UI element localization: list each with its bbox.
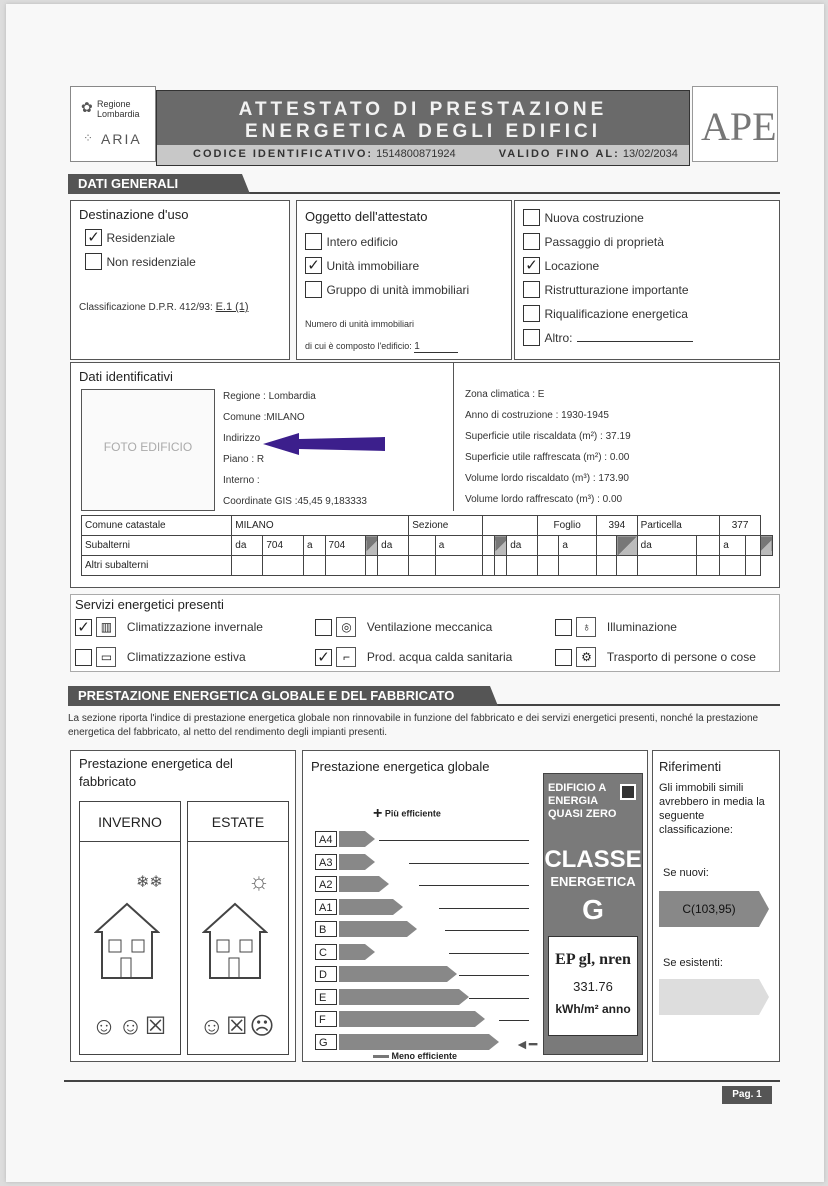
- sup-raff-text: Superficie utile raffrescata (m²) : 0.00: [465, 452, 630, 463]
- particella-value: 377: [720, 516, 761, 536]
- ep-value: 331.76: [573, 979, 613, 994]
- riferimenti-box: [652, 750, 780, 1062]
- vol-raff-text: Volume lordo raffrescato (m³) : 0.00: [465, 494, 623, 505]
- class-line-a4: [379, 840, 529, 841]
- altri-subalterni-label: Altri subalterni: [82, 556, 232, 576]
- servizi-title: Servizi energetici presenti: [75, 597, 224, 612]
- class-line-a3: [409, 863, 529, 864]
- oggetto-box: [296, 200, 512, 360]
- nzeb-label: EDIFICIO A ENERGIA QUASI ZERO: [548, 782, 617, 820]
- clim-est-checkbox[interactable]: [75, 649, 92, 666]
- comune-catastale-label: Comune catastale: [82, 516, 232, 536]
- se-esistenti-label: Se esistenti:: [663, 957, 723, 969]
- ventilazione-label: Ventilazione meccanica: [366, 620, 493, 635]
- class-arrow-d: [339, 966, 447, 982]
- sub2-a-label: a: [435, 536, 483, 556]
- class-label-f: F: [315, 1011, 337, 1027]
- class-label-e: E: [315, 989, 337, 1005]
- illuminazione-checkbox[interactable]: [555, 619, 572, 636]
- comune-text: Comune :MILANO: [223, 412, 305, 423]
- classificazione-value: E.1 (1): [215, 301, 249, 313]
- ristrutturazione-checkbox[interactable]: [523, 281, 540, 298]
- sub4-da-label: da: [637, 536, 697, 556]
- catasto-row-subalterni: [82, 536, 773, 556]
- class-arrow-b: [339, 921, 407, 937]
- estate-panel: [187, 801, 289, 1055]
- catasto-table: [81, 515, 773, 576]
- gis-text: Coordinate GIS :45,45 9,183333: [223, 496, 367, 507]
- residenziale-label: Residenziale: [106, 231, 176, 245]
- class-line-a2: [419, 885, 529, 886]
- title-banner: [156, 90, 690, 166]
- ristrutturazione-label: Ristrutturazione importante: [544, 283, 689, 297]
- classe-panel: [543, 773, 643, 1055]
- redaction-arrow: [263, 433, 385, 455]
- inverno-label: INVERNO: [80, 802, 180, 842]
- riqualificazione-checkbox[interactable]: [523, 305, 540, 322]
- class-label-a1: A1: [315, 899, 337, 915]
- class-arrow-a1: [339, 899, 393, 915]
- energetica-label: ENERGETICA: [550, 874, 636, 889]
- globale-box: [302, 750, 648, 1062]
- class-line-b: [445, 930, 529, 931]
- foglio-label: Foglio: [538, 516, 597, 536]
- sezione-label: Sezione: [409, 516, 483, 536]
- passaggio-proprieta-checkbox[interactable]: [523, 233, 540, 250]
- globale-title: Prestazione energetica globale: [311, 759, 490, 774]
- inverno-smiley-row: ☺☺☒: [91, 1013, 169, 1040]
- acqua-label: Prod. acqua calda sanitaria: [366, 650, 513, 665]
- valid-label: VALIDO FINO AL:: [498, 148, 620, 160]
- current-class-pointer: ◄━: [515, 1035, 538, 1052]
- interno-text: Interno :: [223, 475, 260, 486]
- unita-immobiliare-checkbox[interactable]: ✓: [305, 257, 322, 274]
- region-logo-text: Regione Lombardia: [97, 99, 140, 119]
- oggetto-title: Oggetto dell'attestato: [305, 209, 428, 224]
- locazione-label: Locazione: [544, 259, 600, 273]
- dati-identificativi-title: Dati identificativi: [79, 369, 173, 384]
- sezione-value: [483, 516, 538, 536]
- numero-unita-label: Numero di unità immobiliari: [305, 319, 415, 329]
- esistenti-arrow: [659, 979, 759, 1015]
- subalterni-label: Subalterni: [82, 536, 232, 556]
- riferimenti-text: Gli immobili simili avrebbero in media la seguente classificazione:: [659, 782, 765, 836]
- motivazione-box: [514, 200, 780, 360]
- section-prestazione: PRESTAZIONE ENERGETICA GLOBALE E DEL FABBRICATO: [68, 686, 490, 706]
- plus-icon: +: [373, 805, 383, 822]
- section-dati-generali: DATI GENERALI: [68, 174, 242, 194]
- page-number: Pag. 1: [722, 1086, 772, 1104]
- se-nuovi-label: Se nuovi:: [663, 867, 709, 879]
- gear-icon: ⚙: [576, 647, 596, 667]
- nuova-costruzione-label: Nuova costruzione: [544, 211, 644, 225]
- ep-box: [548, 936, 638, 1036]
- clim-inv-label: Climatizzazione invernale: [126, 620, 263, 635]
- anno-text: Anno di costruzione : 1930-1945: [465, 410, 609, 421]
- class-arrow-a4: [339, 831, 365, 847]
- dati-identificativi-box: [70, 362, 780, 588]
- estate-smiley-row: ☺☒☹: [199, 1013, 277, 1040]
- sub-a-label: a: [303, 536, 325, 556]
- non-residenziale-label: Non residenziale: [106, 255, 196, 269]
- sub-da-value: 704: [263, 536, 304, 556]
- sub-a-value: 704: [325, 536, 366, 556]
- passaggio-proprieta-label: Passaggio di proprietà: [544, 235, 664, 249]
- radiator-icon: ▥: [96, 617, 116, 637]
- comune-catastale-value: MILANO: [232, 516, 409, 536]
- code-strip: [157, 145, 689, 165]
- valid-value: 13/02/2034: [622, 148, 678, 160]
- sun-icon: ☼: [248, 868, 270, 895]
- ape-logo-text: APE: [701, 104, 777, 149]
- ape-logo: [692, 86, 778, 162]
- code-value: 1514800871924: [376, 148, 456, 160]
- acqua-checkbox[interactable]: ✓: [315, 649, 332, 666]
- sub3-da-label: da: [507, 536, 538, 556]
- lightbulb-icon: ♁: [576, 617, 596, 637]
- house-icon: [202, 900, 268, 980]
- classe-value: G: [582, 894, 604, 925]
- riqualificazione-label: Riqualificazione energetica: [544, 307, 688, 321]
- regione-text: Regione : Lombardia: [223, 391, 316, 402]
- estate-label: ESTATE: [188, 802, 288, 842]
- piu-efficiente: Più efficiente: [384, 808, 441, 819]
- class-line-f: [499, 1020, 529, 1021]
- code-label: CODICE IDENTIFICATIVO:: [193, 148, 374, 160]
- sub2-da-label: da: [378, 536, 409, 556]
- class-label-d: D: [315, 966, 337, 982]
- gruppo-unita-checkbox[interactable]: [305, 281, 322, 298]
- servizi-box: [70, 594, 780, 672]
- nuovi-arrow: [659, 891, 759, 927]
- sub4-a-label: a: [720, 536, 746, 556]
- house-icon: [94, 900, 160, 980]
- region-logo: [70, 86, 156, 162]
- particella-label: Particella: [637, 516, 720, 536]
- class-label-c: C: [315, 944, 337, 960]
- class-arrow-g: [339, 1034, 489, 1050]
- catasto-row-altri: [82, 556, 773, 576]
- destinazione-title: Destinazione d'uso: [79, 207, 189, 222]
- class-arrow-c: [339, 944, 365, 960]
- class-line-e: [469, 998, 529, 999]
- photo-frame: [81, 389, 215, 511]
- class-label-b: B: [315, 921, 337, 937]
- trasporto-label: Trasporto di persone o cose: [606, 650, 756, 665]
- clim-inv-checkbox[interactable]: ✓: [75, 619, 92, 636]
- non-residenziale-checkbox[interactable]: [85, 253, 102, 270]
- flower-icon: ✿: [81, 99, 93, 115]
- gruppo-unita-label: Gruppo di unità immobiliari: [326, 283, 470, 297]
- altro-checkbox[interactable]: [523, 329, 540, 346]
- air-conditioner-icon: ▭: [96, 647, 116, 667]
- class-arrow-f: [339, 1011, 475, 1027]
- residenziale-checkbox[interactable]: ✓: [85, 229, 102, 246]
- nuovi-value: C(103,95): [682, 902, 736, 916]
- dots-icon: ⁘: [83, 131, 94, 145]
- faucet-icon: ⌐: [336, 647, 356, 667]
- indirizzo-text: Indirizzo: [223, 433, 261, 444]
- class-line-d: [459, 975, 529, 976]
- class-scale: [315, 831, 538, 1052]
- prestazione-intro: La sezione riporta l'indice di prestazione energetica globale non rinnovabile in funzione del fabbricato e dei servizi energetici presenti, nonché la prestazione energetica del fabbricato, al netto del rendimento degli impianti presenti.: [68, 713, 759, 738]
- ep-label: EP gl, nren: [555, 951, 631, 968]
- minus-icon: [373, 1055, 389, 1058]
- class-line-a1: [439, 908, 529, 909]
- destinazione-box: [70, 200, 290, 360]
- altro-line: [577, 341, 693, 342]
- unita-immobiliare-label: Unità immobiliare: [326, 259, 420, 273]
- sup-risc-text: Superficie utile riscaldata (m²) : 37.19: [465, 431, 631, 442]
- meno-efficiente: Meno efficiente: [391, 1051, 458, 1061]
- classificazione-label: Classificazione D.P.R. 412/93:: [79, 302, 213, 313]
- sub-da-label: da: [232, 536, 263, 556]
- catasto-row-comune: [82, 516, 773, 536]
- locazione-checkbox[interactable]: ✓: [523, 257, 540, 274]
- sub-separator: [366, 536, 378, 556]
- intero-edificio-checkbox[interactable]: [305, 233, 322, 250]
- zona-text: Zona climatica : E: [465, 389, 545, 400]
- class-label-g: G: [315, 1034, 337, 1050]
- title-line1: ATTESTATO DI PRESTAZIONE: [238, 99, 608, 120]
- intero-edificio-label: Intero edificio: [326, 235, 398, 249]
- class-arrow-a3: [339, 854, 365, 870]
- composto-label: di cui è composto l'edificio:: [305, 341, 412, 351]
- ep-unit: kWh/m² anno: [555, 1002, 631, 1016]
- sub3-a-label: a: [559, 536, 597, 556]
- piano-text: Piano : R: [223, 454, 265, 465]
- class-line-c: [449, 953, 529, 954]
- classe-label: CLASSE: [544, 846, 642, 873]
- fabbricato-box: [70, 750, 296, 1062]
- class-label-a3: A3: [315, 854, 337, 870]
- riferimenti-title: Riferimenti: [659, 759, 722, 774]
- illuminazione-label: Illuminazione: [606, 620, 677, 635]
- title-line2: ENERGETICA DEGLI EDIFICI: [244, 121, 602, 142]
- clim-est-label: Climatizzazione estiva: [126, 650, 246, 665]
- fan-icon: ◎: [336, 617, 356, 637]
- nzeb-checkbox[interactable]: [620, 784, 636, 800]
- class-label-a4: A4: [315, 831, 337, 847]
- fabbricato-title: Prestazione energetica del fabbricato: [79, 756, 233, 789]
- altro-label: Altro:: [544, 331, 573, 345]
- composto-value: 1: [414, 341, 458, 353]
- trasporto-checkbox[interactable]: [555, 649, 572, 666]
- class-arrow-e: [339, 989, 459, 1005]
- inverno-panel: [79, 801, 181, 1055]
- aria-logo-text: ARIA: [101, 131, 142, 147]
- foglio-value: 394: [597, 516, 638, 536]
- photo-placeholder: FOTO EDIFICIO: [103, 440, 193, 454]
- class-arrow-a2: [339, 876, 379, 892]
- document-page: [6, 4, 824, 1182]
- class-label-a2: A2: [315, 876, 337, 892]
- vol-risc-text: Volume lordo riscaldato (m³) : 173.90: [465, 473, 629, 484]
- nuova-costruzione-checkbox[interactable]: [523, 209, 540, 226]
- ventilazione-checkbox[interactable]: [315, 619, 332, 636]
- snowflake-icon: ❄❄: [136, 874, 163, 891]
